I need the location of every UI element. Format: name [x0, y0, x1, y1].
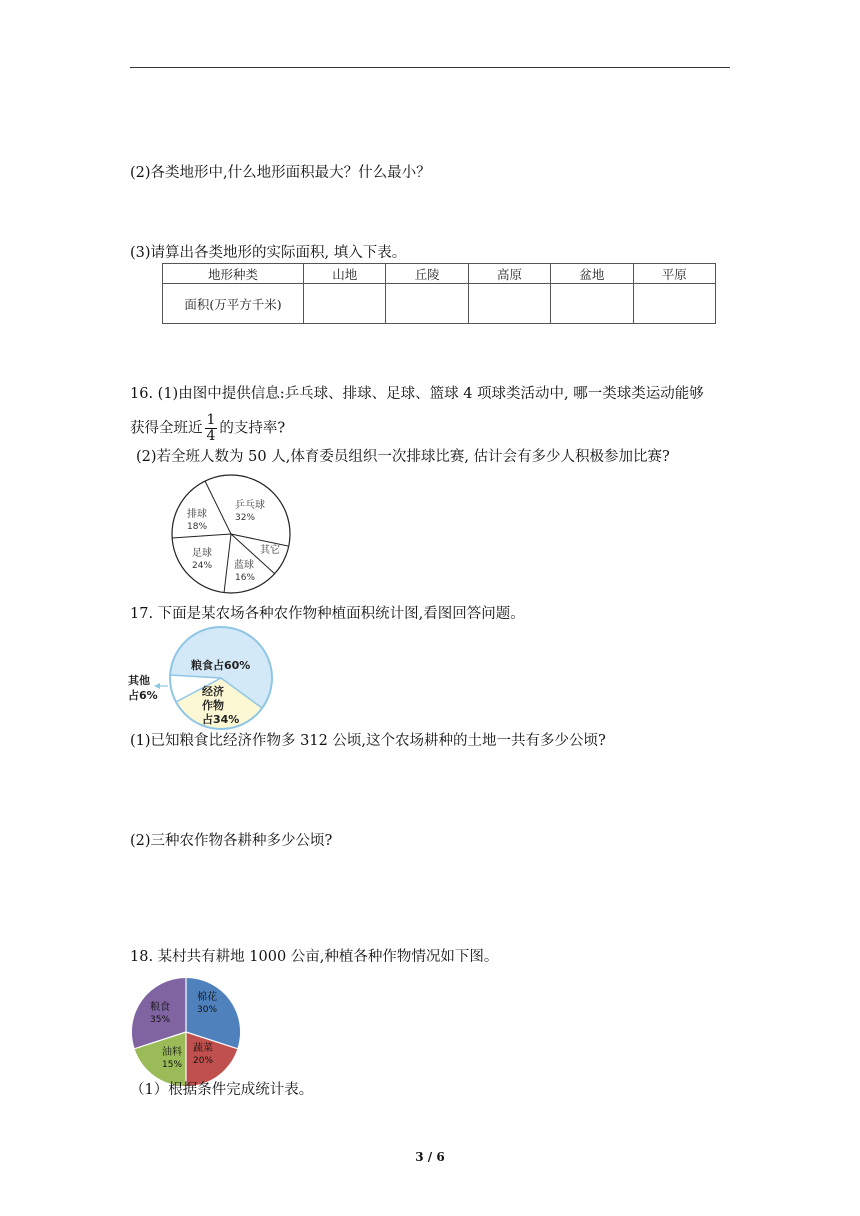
- other-label-2: 占6%: [128, 689, 158, 702]
- q16-part1-line2: [130, 413, 285, 444]
- terrain-table: [162, 263, 716, 324]
- q18-intro: 18. 某村共有耕地 1000 公亩,种植各种作物情况如下图。: [130, 949, 499, 965]
- q16-part2: (2)若全班人数为 50 人,体育委员组织一次排球比赛, 估计会有多少人积极参加比赛?: [136, 449, 670, 465]
- oil-label: 油料: [162, 1047, 182, 1058]
- page-number: 3 / 6: [415, 1150, 445, 1164]
- q16-part1-line1: 16. (1)由图中提供信息:乒乓球、排球、足球、篮球 4 项球类活动中, 哪一类球类运动能够: [130, 386, 704, 402]
- fraction-denominator: 4: [206, 428, 216, 444]
- cotton-pct: 30%: [197, 1005, 218, 1015]
- q16-part1-line2-post: 的支持率?: [219, 420, 286, 437]
- q15-part2: (2)各类地形中,什么地形面积最大？什么最小？: [130, 165, 431, 181]
- table-header-cell: 平原: [633, 264, 715, 284]
- basketball-pct: 16%: [235, 573, 256, 583]
- table-cell-blank: [468, 284, 550, 324]
- header-rule: [130, 67, 730, 68]
- table-header-cell: 丘陵: [386, 264, 468, 284]
- table-cell-blank: [633, 284, 715, 324]
- vegetable-pct: 20%: [193, 1056, 214, 1066]
- cash-crop-label-3: 占34%: [202, 713, 240, 726]
- q18-part1: （1）根据条件完成统计表。: [130, 1082, 314, 1098]
- table-header-cell: 地形种类: [163, 264, 304, 284]
- football-pct: 24%: [192, 561, 213, 571]
- other-label: 其它: [260, 545, 280, 556]
- football-label: 足球: [192, 548, 212, 559]
- q17-part2: (2)三种农作物各耕种多少公顷?: [130, 833, 333, 849]
- table-header-row: [163, 264, 716, 284]
- crop-area-pie-chart: [126, 624, 286, 734]
- table-cell-blank: [386, 284, 468, 324]
- fraction-numerator: 1: [206, 412, 216, 428]
- pingpong-pct: 32%: [235, 513, 256, 523]
- table-cell-blank: [551, 284, 633, 324]
- table-header-cell: 山地: [304, 264, 386, 284]
- q17-part1: (1)已知粮食比经济作物多 312 公顷,这个农场耕种的土地一共有多少公顷?: [130, 733, 606, 749]
- table-header-cell: 高原: [468, 264, 550, 284]
- q15-part3: (3)请算出各类地形的实际面积, 填入下表。: [130, 245, 407, 261]
- volleyball-label: 排球: [187, 509, 207, 520]
- cotton-label: 棉花: [197, 992, 217, 1003]
- other-label-1: 其他: [128, 674, 150, 687]
- basketball-label: 蓝球: [234, 560, 254, 571]
- q16-part1-line2-pre: 获得全班近: [130, 420, 203, 437]
- fraction: [205, 413, 218, 444]
- cash-crop-label-2: 作物: [202, 699, 224, 712]
- q17-intro: 17. 下面是某农场各种农作物种植面积统计图,看图回答问题。: [130, 606, 525, 622]
- pingpong-label: 乒乓球: [235, 500, 265, 511]
- grain-label: 粮食占60%: [191, 659, 251, 672]
- farmland-pie-chart: [130, 976, 242, 1086]
- vegetable-label: 蔬菜: [193, 1043, 213, 1054]
- sports-pie-chart: [160, 472, 302, 596]
- volleyball-pct: 18%: [187, 522, 208, 532]
- oil-pct: 15%: [162, 1060, 183, 1070]
- table-cell-blank: [304, 284, 386, 324]
- table-row-label: 面积(万平方千米): [163, 284, 304, 324]
- grain-label: 粮食: [150, 1002, 170, 1013]
- table-row: [163, 284, 716, 324]
- table-header-cell: 盆地: [551, 264, 633, 284]
- grain-pct: 35%: [150, 1015, 171, 1025]
- cash-crop-label-1: 经济: [202, 685, 224, 698]
